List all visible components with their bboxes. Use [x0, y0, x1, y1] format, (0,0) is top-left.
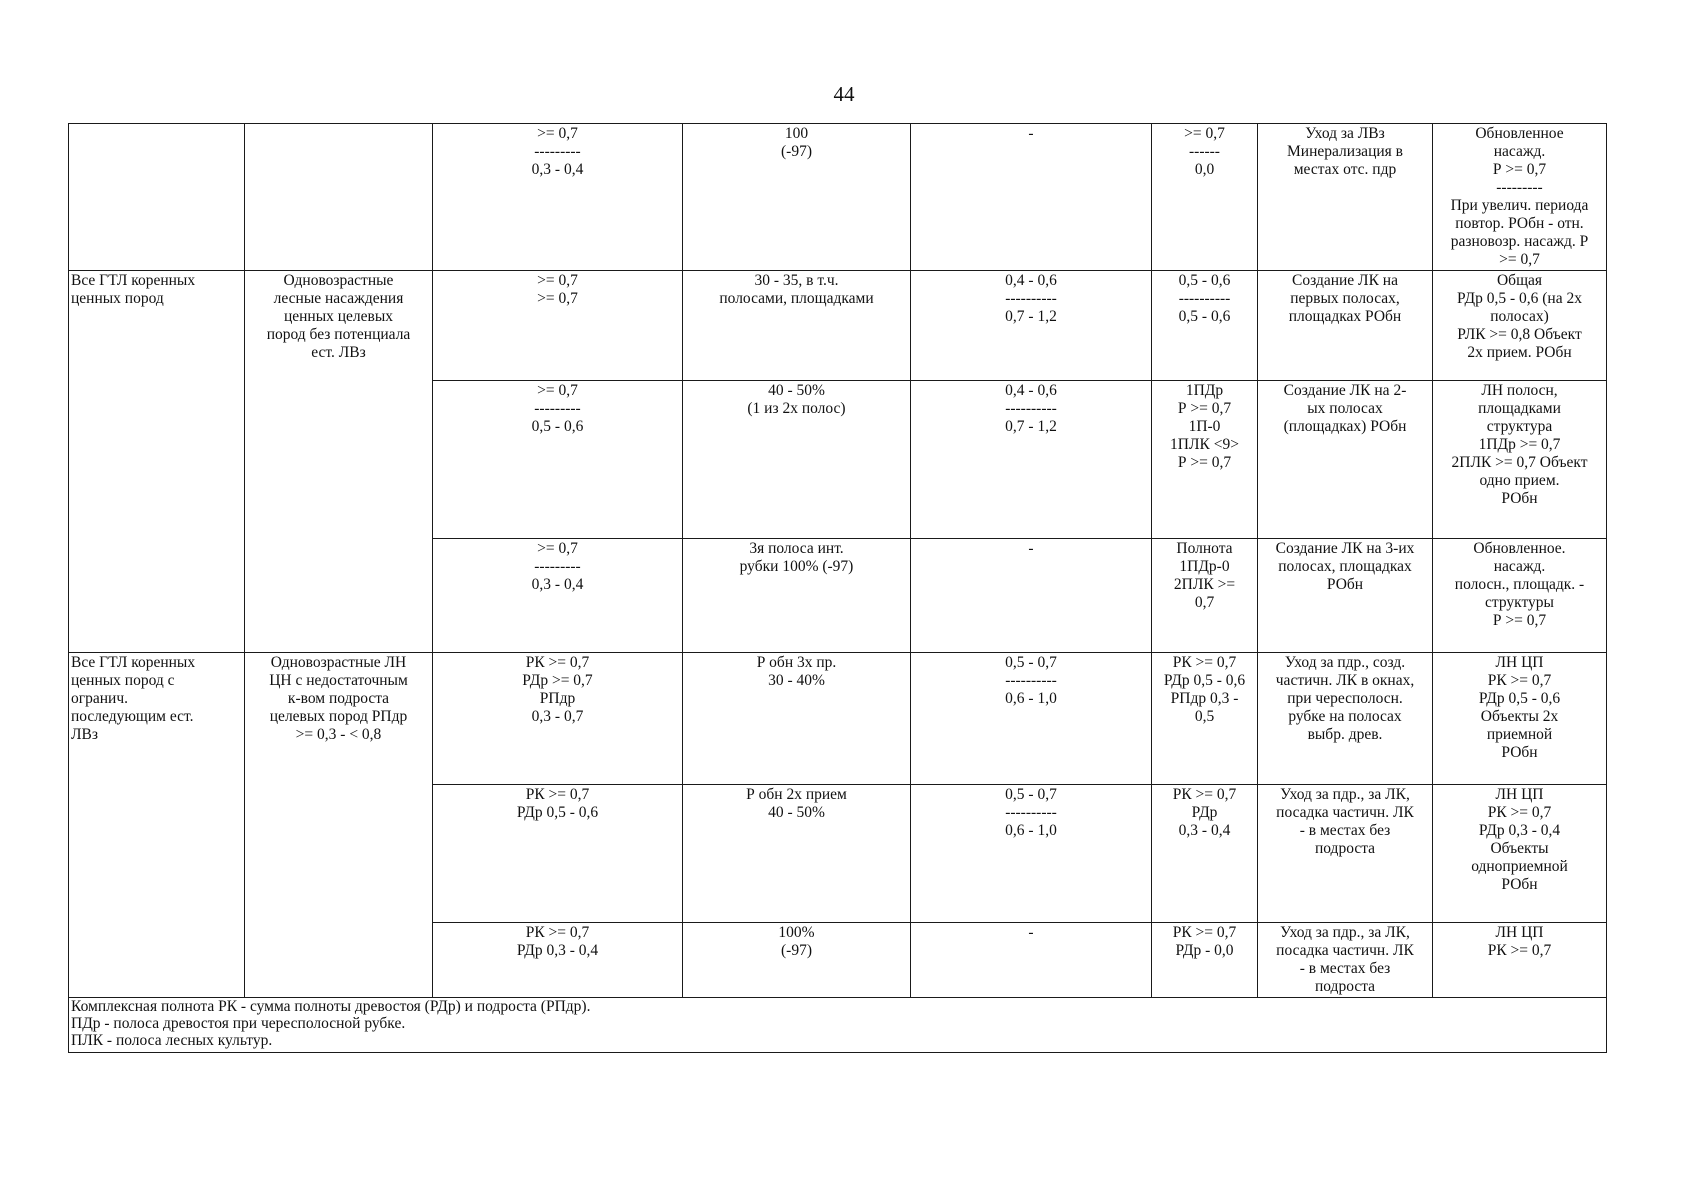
density-cell: >= 0,7 --------- 0,5 - 0,6 — [433, 381, 683, 539]
post-felling-density-cell: РК >= 0,7 РДр 0,5 - 0,6 РПдр 0,3 - 0,5 — [1152, 653, 1258, 785]
result-cell: ЛН ЦП РК >= 0,7 РДр 0,5 - 0,6 Объекты 2х приемной РОбн — [1433, 653, 1607, 785]
felling-intensity-cell: 40 - 50% (1 из 2х полос) — [683, 381, 911, 539]
parameter-cell: - — [911, 124, 1152, 271]
footnote: Комплексная полнота РК - сумма полноты древостоя (РДр) и подроста (РПдр). — [71, 998, 591, 1015]
post-felling-density-cell: РК >= 0,7 РДр 0,3 - 0,4 — [1152, 785, 1258, 923]
result-cell: ЛН ЦП РК >= 0,7 — [1433, 923, 1607, 998]
stand-description-cell: Одновозрастные ЛН ЦН с недостаточным к-вом подроста целевых пород РПдр >= 0,3 - < 0,8 — [245, 653, 433, 998]
stand-description-cell — [245, 124, 433, 271]
density-cell: >= 0,7 >= 0,7 — [433, 271, 683, 381]
measures-cell: Уход за пдр., созд. частичн. ЛК в окнах, при чересполосн. рубке на полосах выбр. древ. — [1258, 653, 1433, 785]
forest-type-cell: Все ГТЛ коренных ценных пород — [69, 271, 245, 653]
post-felling-density-cell: 0,5 - 0,6 ---------- 0,5 - 0,6 — [1152, 271, 1258, 381]
density-cell: >= 0,7 --------- 0,3 - 0,4 — [433, 124, 683, 271]
felling-intensity-cell: Р обн 3х пр. 30 - 40% — [683, 653, 911, 785]
measures-cell: Создание ЛК на первых полосах, площадках РОбн — [1258, 271, 1433, 381]
parameter-cell: 0,4 - 0,6 ---------- 0,7 - 1,2 — [911, 381, 1152, 539]
footnote: ПЛК - полоса лесных культур. — [71, 1032, 273, 1049]
parameter-cell: 0,5 - 0,7 ---------- 0,6 - 1,0 — [911, 653, 1152, 785]
result-cell: Обновленное насажд. Р >= 0,7 --------- При увелич. периода повтор. РОбн - отн. разновозр. насажд. Р >= 0,7 — [1433, 124, 1607, 271]
forest-type-cell: Все ГТЛ коренных ценных пород с огранич. последующим ест. ЛВз — [69, 653, 245, 998]
felling-intensity-cell: 3я полоса инт. рубки 100% (-97) — [683, 539, 911, 653]
density-cell: РК >= 0,7 РДр 0,5 - 0,6 — [433, 785, 683, 923]
measures-cell: Создание ЛК на 2- ых полосах (площадках) РОбн — [1258, 381, 1433, 539]
result-cell: Обновленное. насажд. полосн., площадк. - структуры Р >= 0,7 — [1433, 539, 1607, 653]
footnotes-row — [69, 998, 1607, 1053]
parameter-cell: 0,4 - 0,6 ---------- 0,7 - 1,2 — [911, 271, 1152, 381]
result-cell: ЛН полосн, площадками структура 1ПДр >= 0,7 2ПЛК >= 0,7 Объект одно прием. РОбн — [1433, 381, 1607, 539]
density-cell: РК >= 0,7 РДр >= 0,7 РПдр 0,3 - 0,7 — [433, 653, 683, 785]
table-row — [69, 653, 1607, 785]
felling-intensity-cell: 30 - 35, в т.ч. полосами, площадками — [683, 271, 911, 381]
page-number: 44 — [833, 82, 855, 106]
footnotes-cell — [69, 998, 1607, 1053]
result-cell: Общая РДр 0,5 - 0,6 (на 2х полосах) РЛК >= 0,8 Объект 2х прием. РОбн — [1433, 271, 1607, 381]
post-felling-density-cell: РК >= 0,7 РДр - 0,0 — [1152, 923, 1258, 998]
post-felling-density-cell: >= 0,7 ------ 0,0 — [1152, 124, 1258, 271]
stand-description-cell: Одновозрастные лесные насаждения ценных целевых пород без потенциала ест. ЛВз — [245, 271, 433, 653]
footnote: ПДр - полоса древостоя при чересполосной рубке. — [71, 1015, 406, 1032]
measures-cell: Уход за пдр., за ЛК, посадка частичн. ЛК - в местах без подроста — [1258, 785, 1433, 923]
post-felling-density-cell: Полнота 1ПДр-0 2ПЛК >= 0,7 — [1152, 539, 1258, 653]
density-cell: РК >= 0,7 РДр 0,3 - 0,4 — [433, 923, 683, 998]
post-felling-density-cell: 1ПДр Р >= 0,7 1П-0 1ПЛК <9> Р >= 0,7 — [1152, 381, 1258, 539]
forest-type-cell — [69, 124, 245, 271]
measures-cell: Создание ЛК на 3-их полосах, площадках РОбн — [1258, 539, 1433, 653]
measures-cell: Уход за ЛВз Минерализация в местах отс. пдр — [1258, 124, 1433, 271]
measures-cell: Уход за пдр., за ЛК, посадка частичн. ЛК - в местах без подроста — [1258, 923, 1433, 998]
felling-intensity-cell: Р обн 2х прием 40 - 50% — [683, 785, 911, 923]
parameter-cell: - — [911, 539, 1152, 653]
parameter-cell: - — [911, 923, 1152, 998]
table-row — [69, 271, 1607, 381]
forestry-table — [68, 123, 1607, 1053]
result-cell: ЛН ЦП РК >= 0,7 РДр 0,3 - 0,4 Объекты одноприемной РОбн — [1433, 785, 1607, 923]
parameter-cell: 0,5 - 0,7 ---------- 0,6 - 1,0 — [911, 785, 1152, 923]
table-row — [69, 124, 1607, 271]
felling-intensity-cell: 100 (-97) — [683, 124, 911, 271]
felling-intensity-cell: 100% (-97) — [683, 923, 911, 998]
density-cell: >= 0,7 --------- 0,3 - 0,4 — [433, 539, 683, 653]
